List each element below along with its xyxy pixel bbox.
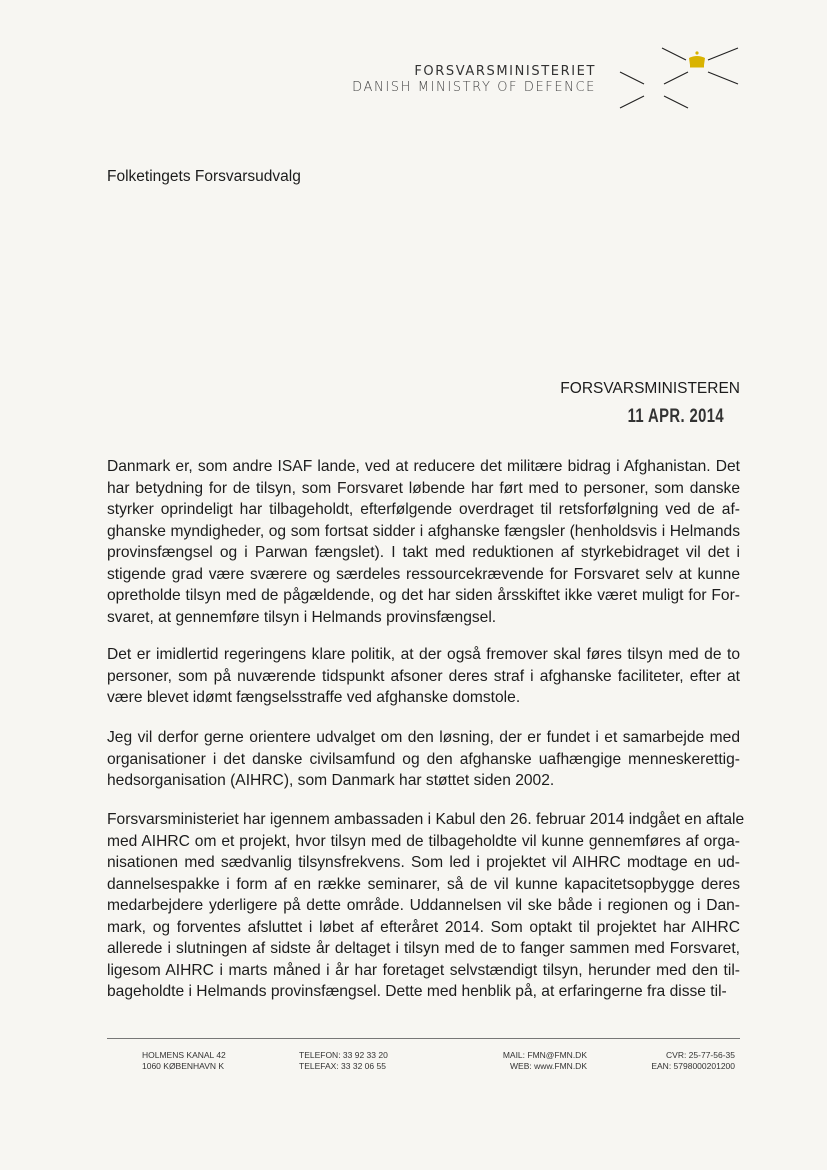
address-street: HOLMENS KANAL 42	[142, 1050, 226, 1060]
crown-emblem-icon	[612, 44, 742, 112]
paragraph-line: mark, og forventes afsluttet i løbet af efteråret 2014. Som optakt til projektet har AIHRC	[107, 918, 740, 936]
paragraph-line: ligesom AIHRC i marts måned i år har foretaget selvstændigt tilsyn, herunder med den til-	[107, 961, 740, 979]
paragraph-line: Jeg vil derfor gerne orientere udvalget om den løsning, der er fundet i et samarbejde med	[107, 729, 740, 746]
paragraph-line: Det er imidlertid regeringens klare politik, at der også fremover skal føres tilsyn med de to	[107, 646, 740, 663]
paragraph-4	[107, 809, 745, 1003]
footer-address	[142, 1050, 226, 1072]
ean-number: EAN: 5798000201200	[651, 1061, 735, 1071]
paragraph-1	[107, 456, 740, 628]
paragraph-line: personer, som på nuværende tidspunkt afsoner deres straf i afghanske faciliteter, efter at	[107, 667, 740, 685]
paragraph-line: Danmark er, som andre ISAF lande, ved at reducere det militære bidrag i Afghanistan. Det	[107, 458, 740, 475]
paragraph-line: medarbejdere yderligere på dette område. Uddannelsen vil ske både i regionen og i Dan-	[107, 897, 740, 914]
paragraph-3	[107, 727, 740, 792]
paragraph-line: være blevet idømt fængselsstraffe ved afghanske domstole.	[107, 689, 521, 706]
footer-ids	[620, 1050, 735, 1072]
paragraph-line: dannelsespakke i form af en række seminarer, så de vil kunne kapacitetsopbygge deres	[107, 875, 740, 893]
org-name-english: DANISH MINISTRY OF DEFENCE	[352, 80, 596, 95]
fax-number: TELEFAX: 33 32 06 55	[299, 1061, 386, 1071]
paragraph-line: opretholde tilsyn med de pågældende, og det har siden årsskiftet ikke været muligt for For-	[107, 587, 740, 604]
sender: FORSVARSMINISTEREN	[560, 380, 740, 397]
paragraph-line: Forsvarsministeriet har igennem ambassaden i Kabul den 26. februar 2014 indgået en aftale	[107, 811, 745, 828]
web-address: WEB: www.FMN.DK	[510, 1061, 587, 1071]
date-stamp: 11 APR. 2014	[627, 406, 724, 427]
footer-contact	[470, 1050, 587, 1072]
paragraph-line: ghanske myndigheder, og som fortsat sidder i afghanske fængsler (henholdsvis i Helmands	[107, 522, 740, 540]
paragraph-line: provinsfængsel og i Parwan fængslet). I takt med reduktionen af styrkebidraget vil det i	[107, 544, 740, 561]
paragraph-line: har betydning for de tilsyn, som Forsvaret løbende har ført med to personer, som danske	[107, 479, 740, 497]
recipient: Folketingets Forsvarsudvalg	[107, 168, 301, 185]
paragraph-line: nisationen med sædvanlig tilsynsfrekvens. Som led i projektet vil AIHRC modtage en ud-	[107, 854, 740, 871]
paragraph-line: bageholdte i Helmands provinsfængsel. Dette med henblik på, at erfaringerne fra disse til-	[107, 983, 727, 1000]
paragraph-line: med AIHRC om et projekt, hvor tilsyn med de tilbageholdte vil kunne gennemføres af orga-	[107, 832, 740, 850]
footer-phone	[299, 1050, 388, 1072]
paragraph-line: styrker oprindeligt har tilbageholdt, efterfølgende overdraget til retsforfølgning ved de af-	[107, 501, 740, 518]
mail-address: MAIL: FMN@FMN.DK	[502, 1050, 587, 1060]
org-name-danish: FORSVARSMINISTERIET	[414, 64, 596, 79]
paragraph-2	[107, 644, 740, 709]
phone-number: TELEFON: 33 92 33 20	[299, 1050, 388, 1060]
footer-divider	[107, 1038, 740, 1039]
paragraph-line: hedsorganisation (AIHRC), som Danmark har støttet siden 2002.	[107, 772, 555, 789]
paragraph-line: svaret, at gennemføre tilsyn i Helmands provinsfængsel.	[107, 608, 497, 626]
cvr-number: CVR: 25-77-56-35	[666, 1050, 735, 1060]
paragraph-line: allerede i slutningen af sidste år deltaget i tilsyn med de to fanger sammen med Forsvaret,	[107, 940, 740, 957]
paragraph-line: organisationer i det danske civilsamfund og den afghanske uafhængige menneskerettig-	[107, 750, 740, 768]
address-city: 1060 KØBENHAVN K	[142, 1061, 225, 1071]
paragraph-line: stigende grad være sværere og særdeles ressourcekrævende for Forsvaret selv at kunne	[107, 565, 740, 583]
